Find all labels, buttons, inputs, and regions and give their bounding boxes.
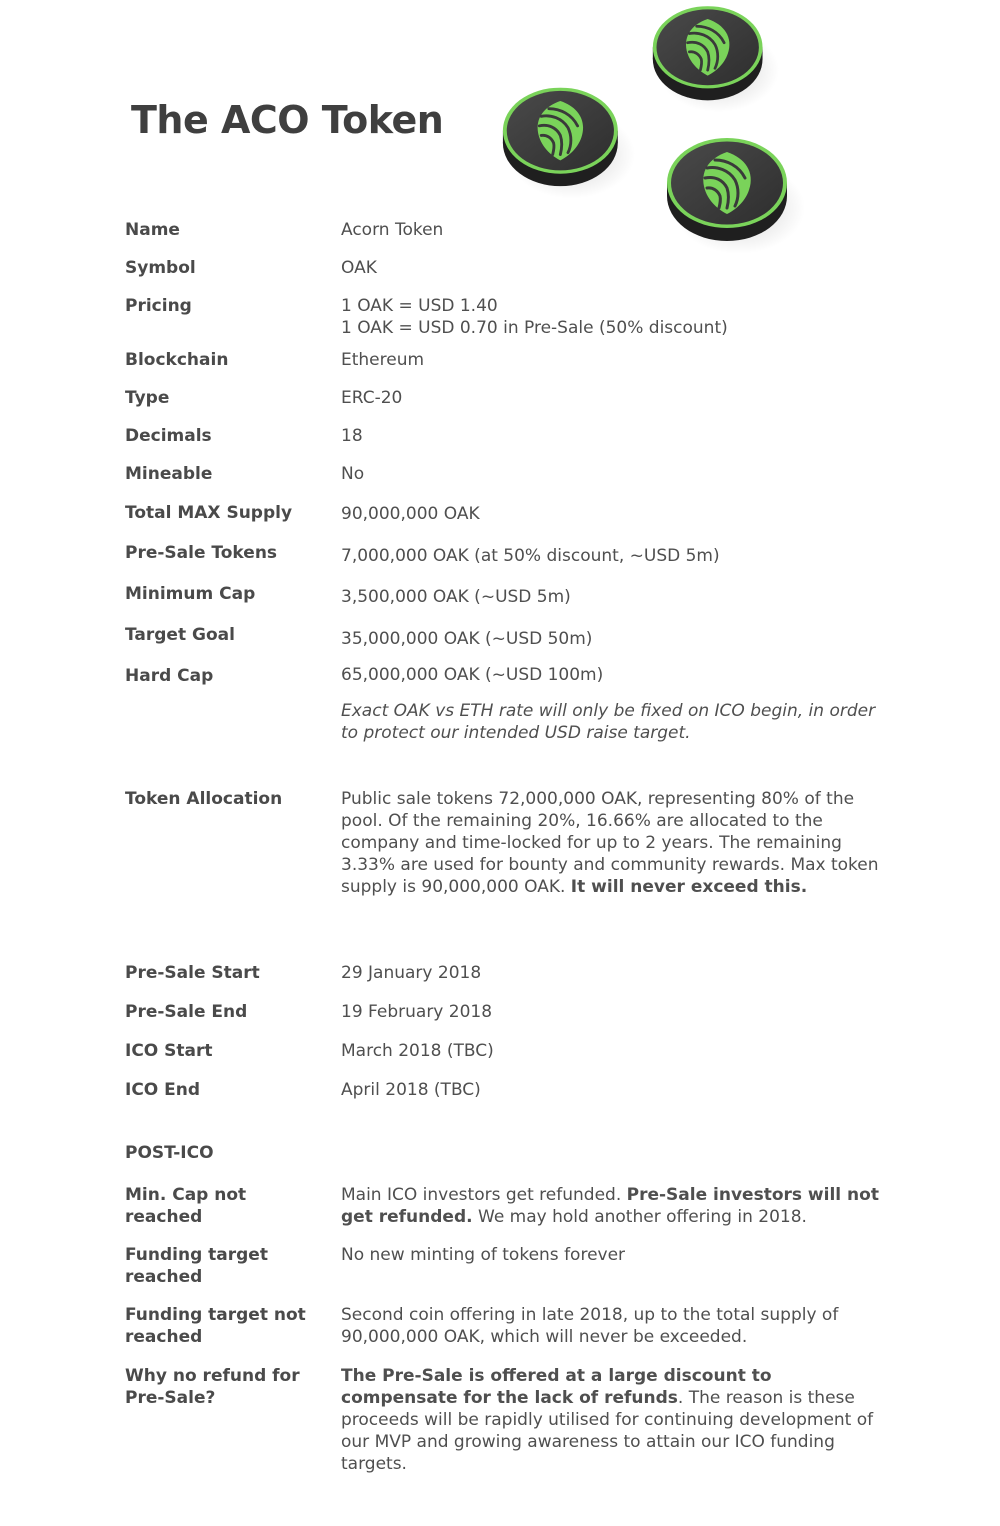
row-label: Target Goal: [125, 625, 235, 645]
row-label: Pricing: [125, 296, 192, 316]
row-value: Ethereum: [341, 350, 425, 370]
row-value: April 2018 (TBC): [341, 1080, 481, 1100]
row-label: Token Allocation: [125, 789, 283, 809]
min-cap-emphasis: Pre-Sale investors will not get refunded.: [341, 1185, 879, 1227]
row-label: Mineable: [125, 464, 213, 484]
row-value: ERC-20: [341, 388, 403, 408]
row-value: [341, 295, 881, 339]
row-label: Minimum Cap: [125, 584, 256, 604]
row-value: Acorn Token: [341, 220, 444, 240]
row-label: Total MAX Supply: [125, 503, 293, 523]
row-label: Min. Cap not reached: [125, 1185, 247, 1227]
row-value: March 2018 (TBC): [341, 1041, 494, 1061]
row-value: [341, 1184, 881, 1228]
row-label: Blockchain: [125, 350, 229, 370]
allocation-emphasis: It will never exceed this.: [570, 877, 808, 897]
section-heading: POST-ICO: [125, 1143, 214, 1163]
allocation-text: Public sale tokens 72,000,000 OAK, representing 80% of the pool. Of the remaining 20%, 16.66% are allocated to the company and time-locked for up to 2 years. The remaining 3.33% are used for bounty and community rewards. Max token supply is 90,000,000 OAK.: [341, 789, 879, 897]
row-label: Funding target not reached: [125, 1305, 306, 1347]
row-value: No: [341, 464, 365, 484]
min-cap-text: Main ICO investors get refunded.: [341, 1185, 622, 1205]
acorn-token-coin-icon: [501, 87, 635, 203]
row-value: OAK: [341, 258, 377, 278]
row-value: [341, 788, 881, 898]
page-title: The ACO Token: [131, 98, 444, 142]
row-label: ICO Start: [125, 1041, 213, 1061]
pricing-line: 1 OAK = USD 1.40: [341, 296, 498, 316]
row-label: Pre-Sale End: [125, 1002, 248, 1022]
row-value: 18: [341, 426, 363, 446]
row-value: 35,000,000 OAK (~USD 50m): [341, 629, 593, 649]
row-label: Funding target reached: [125, 1245, 268, 1287]
row-label: Type: [125, 388, 170, 408]
row-value: Second coin offering in late 2018, up to the total supply of 90,000,000 OAK, which will never be exceeded.: [341, 1305, 839, 1347]
row-value: [341, 1365, 881, 1475]
row-label: Pre-Sale Tokens: [125, 543, 278, 563]
row-value: 7,000,000 OAK (at 50% discount, ~USD 5m): [341, 546, 720, 566]
row-label: Why no refund for Pre-Sale?: [125, 1366, 300, 1408]
row-value: 90,000,000 OAK: [341, 504, 480, 524]
row-label: Symbol: [125, 258, 196, 278]
row-label: Name: [125, 220, 180, 240]
row-value: 19 February 2018: [341, 1002, 493, 1022]
row-value: No new minting of tokens forever: [341, 1245, 626, 1265]
acorn-token-coin-icon: [651, 6, 779, 116]
pricing-line: 1 OAK = USD 0.70 in Pre-Sale (50% discount): [341, 318, 728, 338]
row-label: Pre-Sale Start: [125, 963, 260, 983]
no-refund-emphasis: The Pre-Sale is offered at a large discount to compensate for the lack of refunds: [341, 1366, 772, 1408]
row-label: Decimals: [125, 426, 212, 446]
row-label: ICO End: [125, 1080, 201, 1100]
row-value: 65,000,000 OAK (~USD 100m): [341, 665, 604, 685]
row-value: 3,500,000 OAK (~USD 5m): [341, 587, 571, 607]
no-refund-text: . The reason is these proceeds will be rapidly utilised for continuing development of our MVP and growing awareness to attain our ICO funding targets.: [341, 1388, 874, 1474]
row-label: Hard Cap: [125, 666, 214, 686]
row-value: 29 January 2018: [341, 963, 482, 983]
rate-note: Exact OAK vs ETH rate will only be fixed on ICO begin, in order to protect our intended USD raise target.: [341, 701, 876, 743]
min-cap-text-2: We may hold another offering in 2018.: [478, 1207, 807, 1227]
